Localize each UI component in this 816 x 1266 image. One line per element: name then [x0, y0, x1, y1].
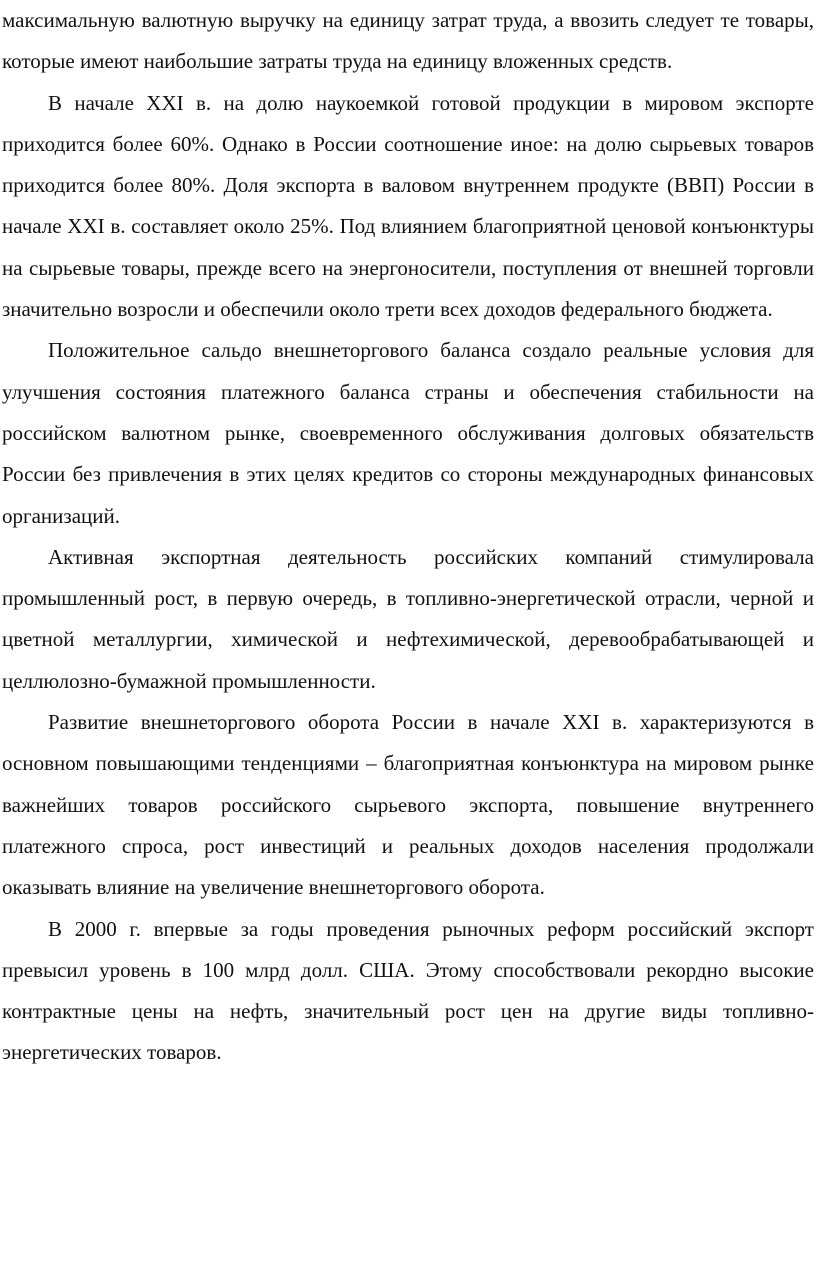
paragraph-export-2000: В 2000 г. впервые за годы проведения рыночных реформ российский экспорт превысил уровень в 100 млрд долл. США. Этому способствовали рекордно высокие контрактные цены на нефть, значительный рост цен на другие виды топливно-энергетических товаров. [2, 916, 814, 1065]
paragraph-export-activity: Активная экспортная деятельность российских компаний стимулировала промышленный рост, в первую очередь, в топливно-энергетической отрасли, черной и цветной металлургии, химической и нефтехимической, деревообрабатывающей и целлюлозно-бумажной промышленности. [2, 544, 814, 693]
paragraph-export-structure: В начале XXI в. на долю наукоемкой готовой продукции в мировом экспорте приходится более 60%. Однако в России соотношение иное: на долю сырьевых товаров приходится более 80%. Доля экспорта в валовом внутреннем продукте (ВВП) России в начале XXI в. составляет около 25%. Под влиянием благоприятной ценовой конъюнктуры на сырьевые товары, прежде всего на энергоносители, поступления от внешней торговли значительно возросли и обеспечили около трети всех доходов федерального бюджета. [2, 90, 814, 322]
paragraph-trade-turnover: Развитие внешнеторгового оборота России в начале XXI в. характеризуются в основном повышающими тенденциями – благоприятная конъюнктура на мировом рынке важнейших товаров российского сырьевого экспорта, повышение внутреннего платежного спроса, рост инвестиций и реальных доходов населения продолжали оказывать влияние на увеличение внешнеторгового оборота. [2, 710, 814, 900]
paragraph-continuation: максимальную валютную выручку на единицу затрат труда, а ввозить следует те товары, которые имеют наибольшие затраты труда на единицу вложенных средств. [2, 8, 814, 74]
paragraph-trade-balance: Положительное сальдо внешнеторгового баланса создало реальные условия для улучшения состояния платежного баланса страны и обеспечения стабильности на российском валютном рынке, своевременного обслуживания долговых обязательств России без привлечения в этих целях кредитов со стороны международных финансовых организаций. [2, 338, 814, 528]
